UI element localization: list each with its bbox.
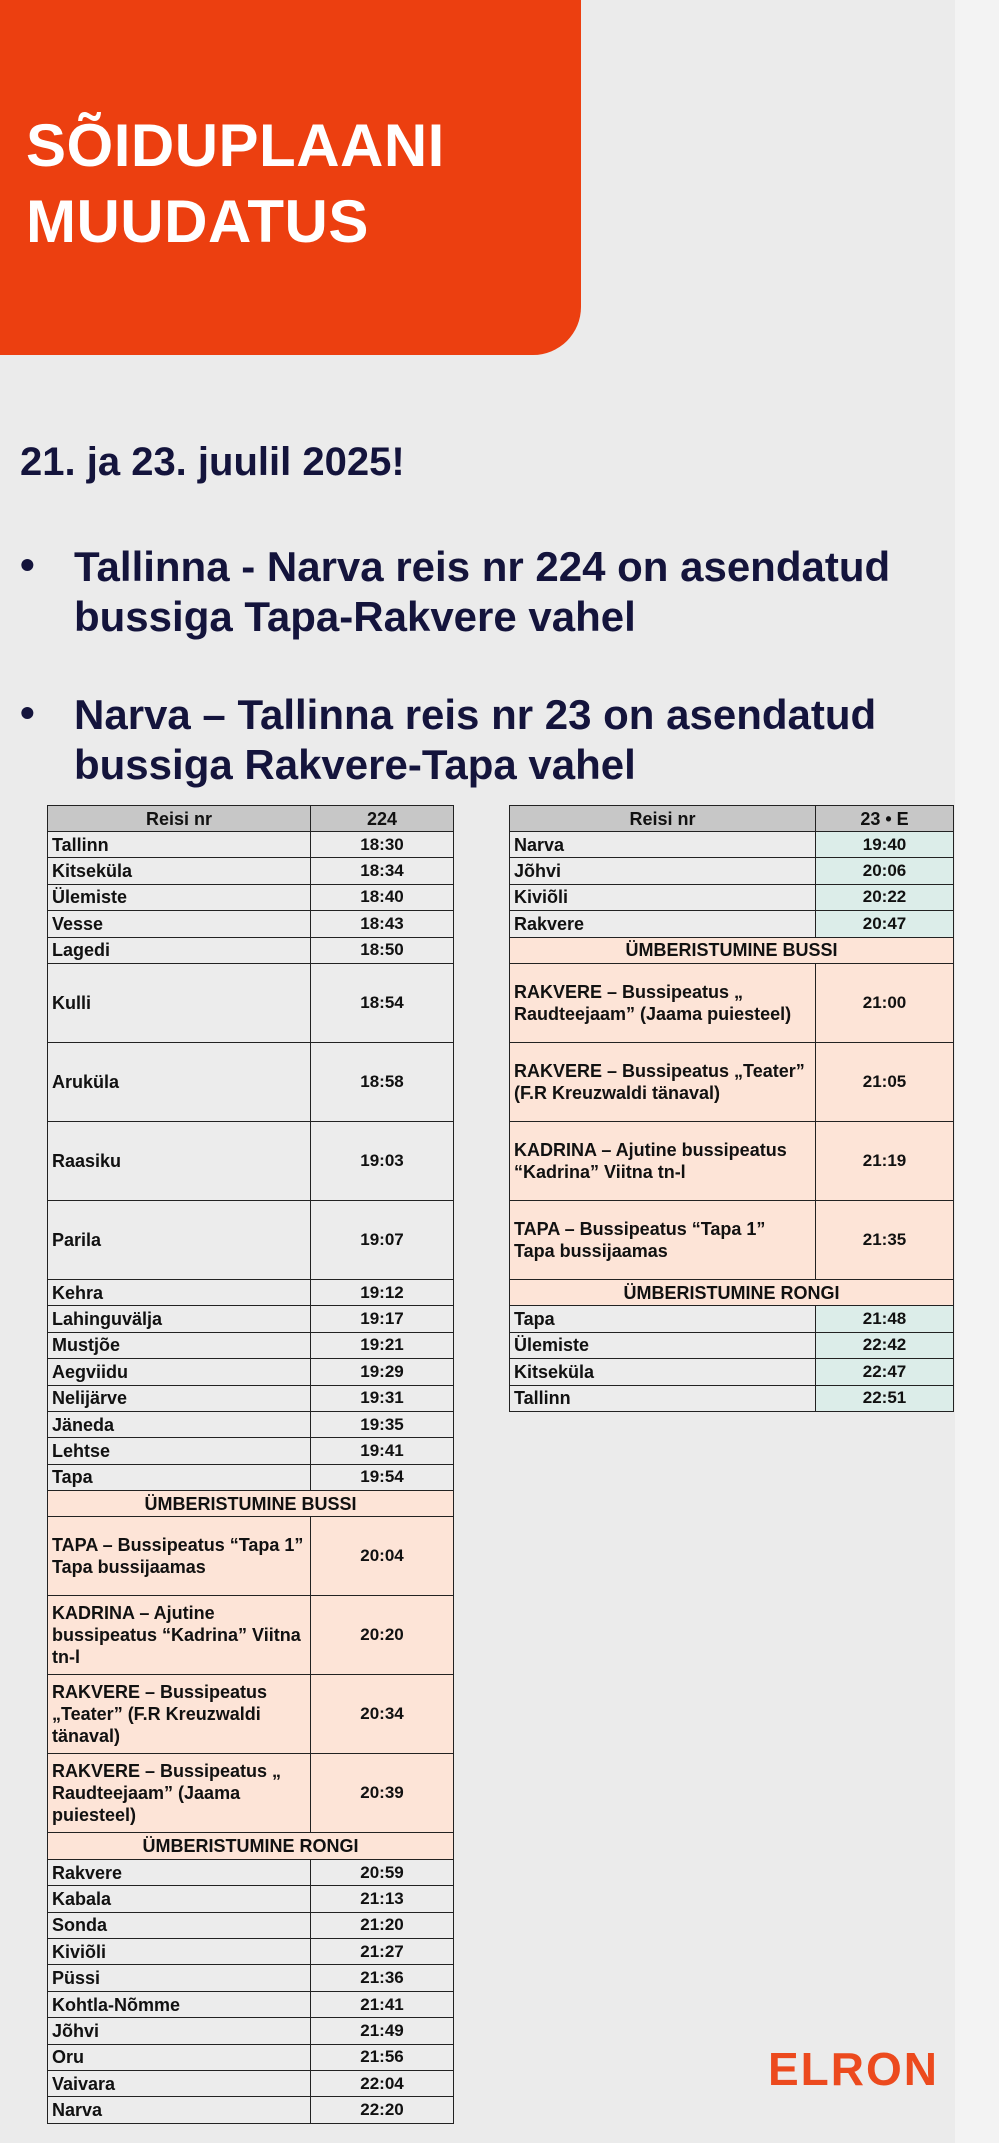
col-header-trip-number: 224 [311, 806, 454, 832]
table-row [48, 858, 454, 884]
stop-name: RAKVERE – Bussipeatus „Teater” (F.R Kreuzwaldi tänaval) [510, 1042, 816, 1121]
col-header-trip-label: Reisi nr [48, 806, 311, 832]
departure-time: 19:21 [311, 1332, 454, 1358]
table-row [48, 911, 454, 937]
departure-time: 21:05 [816, 1042, 954, 1121]
section-title: ÜMBERISTUMINE RONGI [510, 1279, 954, 1305]
table-row [510, 1121, 954, 1200]
departure-time: 18:58 [311, 1042, 454, 1121]
stop-name: Parila [48, 1200, 311, 1279]
departure-time: 19:41 [311, 1438, 454, 1464]
departure-time: 21:19 [816, 1121, 954, 1200]
departure-time: 20:04 [311, 1517, 454, 1596]
table-row [510, 1359, 954, 1385]
table-row [48, 963, 454, 1042]
stop-name: Kabala [48, 1886, 311, 1912]
table-row [510, 1385, 954, 1411]
table-row [48, 1754, 454, 1833]
departure-time: 19:54 [311, 1464, 454, 1490]
stop-name: RAKVERE – Bussipeatus „ Raudteejaam” (Jaama puiesteel) [48, 1754, 311, 1833]
table-row [48, 1042, 454, 1121]
stop-name: RAKVERE – Bussipeatus „Teater” (F.R Kreuzwaldi tänaval) [48, 1675, 311, 1754]
departure-time: 19:17 [311, 1306, 454, 1332]
section-header-row [48, 1491, 454, 1517]
table-row [48, 1200, 454, 1279]
stop-name: Lagedi [48, 937, 311, 963]
date-heading: 21. ja 23. juulil 2025! [20, 440, 405, 484]
header-row [48, 806, 454, 832]
departure-time: 22:04 [311, 2070, 454, 2096]
departure-time: 20:22 [816, 884, 954, 910]
table-row [510, 1200, 954, 1279]
table-row [510, 963, 954, 1042]
departure-time: 21:27 [311, 1939, 454, 1965]
table-row [510, 1306, 954, 1332]
timetable-23 [509, 805, 954, 1412]
notice-text: Tallinna - Narva reis nr 224 on asendatud bussiga Tapa-Rakvere vahel [74, 543, 891, 640]
table-row [48, 884, 454, 910]
departure-time: 18:50 [311, 937, 454, 963]
departure-time: 22:20 [311, 2097, 454, 2123]
departure-time: 19:35 [311, 1411, 454, 1437]
stop-name: Nelijärve [48, 1385, 311, 1411]
banner-title [26, 108, 566, 260]
departure-time: 20:20 [311, 1596, 454, 1675]
elron-logo: ELRON [768, 2043, 939, 2095]
departure-time: 20:34 [311, 1675, 454, 1754]
departure-time: 21:13 [311, 1886, 454, 1912]
header-row [510, 806, 954, 832]
col-header-trip-label: Reisi nr [510, 806, 816, 832]
table-row [48, 1939, 454, 1965]
section-header-row [48, 1833, 454, 1859]
table-row [510, 911, 954, 937]
stop-name: Kohtla-Nõmme [48, 1991, 311, 2017]
stop-name: TAPA – Bussipeatus “Tapa 1” Tapa bussijaamas [510, 1200, 816, 1279]
departure-time: 20:59 [311, 1859, 454, 1885]
stop-name: Ülemiste [48, 884, 311, 910]
departure-time: 19:07 [311, 1200, 454, 1279]
table-row [48, 1596, 454, 1675]
departure-time: 18:40 [311, 884, 454, 910]
table-row [48, 1121, 454, 1200]
stop-name: Aegviidu [48, 1359, 311, 1385]
stop-name: Jäneda [48, 1411, 311, 1437]
departure-time: 19:31 [311, 1385, 454, 1411]
departure-time: 19:12 [311, 1279, 454, 1305]
departure-time: 18:43 [311, 911, 454, 937]
stop-name: Lahinguvälja [48, 1306, 311, 1332]
col-header-trip-number: 23 • E [816, 806, 954, 832]
table-row [48, 2097, 454, 2123]
departure-time: 20:39 [311, 1754, 454, 1833]
stop-name: Jõhvi [48, 2018, 311, 2044]
table-row [48, 1517, 454, 1596]
stop-name: Rakvere [510, 911, 816, 937]
section-title: ÜMBERISTUMINE RONGI [48, 1833, 454, 1859]
departure-time: 22:42 [816, 1332, 954, 1358]
bullet-icon: • [20, 541, 35, 588]
table-row [48, 1965, 454, 1991]
departure-time: 21:41 [311, 1991, 454, 2017]
departure-time: 21:00 [816, 963, 954, 1042]
table-row [510, 884, 954, 910]
banner-title-line1: SÕIDUPLAANI [26, 112, 445, 179]
stop-name: Kulli [48, 963, 311, 1042]
table-row [48, 1886, 454, 1912]
section-title: ÜMBERISTUMINE BUSSI [510, 937, 954, 963]
table-row [48, 1675, 454, 1754]
bullet-icon: • [20, 689, 35, 736]
stop-name: Tapa [510, 1306, 816, 1332]
departure-time: 18:30 [311, 832, 454, 858]
departure-time: 18:34 [311, 858, 454, 884]
departure-time: 21:49 [311, 2018, 454, 2044]
departure-time: 21:56 [311, 2044, 454, 2070]
table-row [48, 832, 454, 858]
departure-time: 21:36 [311, 1965, 454, 1991]
departure-time: 18:54 [311, 963, 454, 1042]
stop-name: Tapa [48, 1464, 311, 1490]
stop-name: Kitseküla [48, 858, 311, 884]
header-banner [0, 0, 581, 355]
departure-time: 20:06 [816, 858, 954, 884]
section-header-row [510, 1279, 954, 1305]
stop-name: Jõhvi [510, 858, 816, 884]
departure-time: 21:48 [816, 1306, 954, 1332]
departure-time: 21:20 [311, 1912, 454, 1938]
stop-name: Oru [48, 2044, 311, 2070]
stop-name: KADRINA – Ajutine bussipeatus “Kadrina” Viitna tn-l [48, 1596, 311, 1675]
stop-name: Vaivara [48, 2070, 311, 2096]
table-row [510, 1042, 954, 1121]
timetable-224 [47, 805, 454, 2124]
notice-item [20, 690, 920, 790]
table-row [48, 1385, 454, 1411]
stop-name: Tallinn [48, 832, 311, 858]
page-edge-shade [955, 0, 999, 2143]
notice-item [20, 542, 920, 642]
notice-text: Narva – Tallinna reis nr 23 on asendatud bussiga Rakvere-Tapa vahel [74, 691, 877, 788]
stop-name: Vesse [48, 911, 311, 937]
table-row [48, 1279, 454, 1305]
departure-time: 22:47 [816, 1359, 954, 1385]
departure-time: 19:29 [311, 1359, 454, 1385]
departure-time: 19:03 [311, 1121, 454, 1200]
stop-name: Kitseküla [510, 1359, 816, 1385]
table-row [48, 1859, 454, 1885]
stop-name: Rakvere [48, 1859, 311, 1885]
stop-name: Narva [48, 2097, 311, 2123]
table-row [48, 937, 454, 963]
table-row [48, 1359, 454, 1385]
section-header-row [510, 937, 954, 963]
stop-name: Raasiku [48, 1121, 311, 1200]
stop-name: Kiviõli [510, 884, 816, 910]
table-row [48, 1912, 454, 1938]
table-row [48, 2044, 454, 2070]
stop-name: RAKVERE – Bussipeatus „ Raudteejaam” (Jaama puiesteel) [510, 963, 816, 1042]
stop-name: Tallinn [510, 1385, 816, 1411]
banner-title-line2: MUUDATUS [26, 188, 369, 255]
table-row [510, 832, 954, 858]
stop-name: Kiviõli [48, 1939, 311, 1965]
table-row [510, 1332, 954, 1358]
section-title: ÜMBERISTUMINE BUSSI [48, 1491, 454, 1517]
table-row [48, 1991, 454, 2017]
stop-name: TAPA – Bussipeatus “Tapa 1” Tapa bussijaamas [48, 1517, 311, 1596]
table-row [510, 858, 954, 884]
stop-name: Ülemiste [510, 1332, 816, 1358]
departure-time: 21:35 [816, 1200, 954, 1279]
table-row [48, 2070, 454, 2096]
stop-name: Kehra [48, 1279, 311, 1305]
stop-name: Püssi [48, 1965, 311, 1991]
stop-name: Mustjõe [48, 1332, 311, 1358]
stop-name: KADRINA – Ajutine bussipeatus “Kadrina” Viitna tn-l [510, 1121, 816, 1200]
departure-time: 20:47 [816, 911, 954, 937]
table-row [48, 1332, 454, 1358]
table-row [48, 2018, 454, 2044]
stop-name: Narva [510, 832, 816, 858]
table-row [48, 1411, 454, 1437]
departure-time: 22:51 [816, 1385, 954, 1411]
stop-name: Aruküla [48, 1042, 311, 1121]
table-row [48, 1306, 454, 1332]
table-row [48, 1438, 454, 1464]
table-row [48, 1464, 454, 1490]
stop-name: Sonda [48, 1912, 311, 1938]
stop-name: Lehtse [48, 1438, 311, 1464]
departure-time: 19:40 [816, 832, 954, 858]
